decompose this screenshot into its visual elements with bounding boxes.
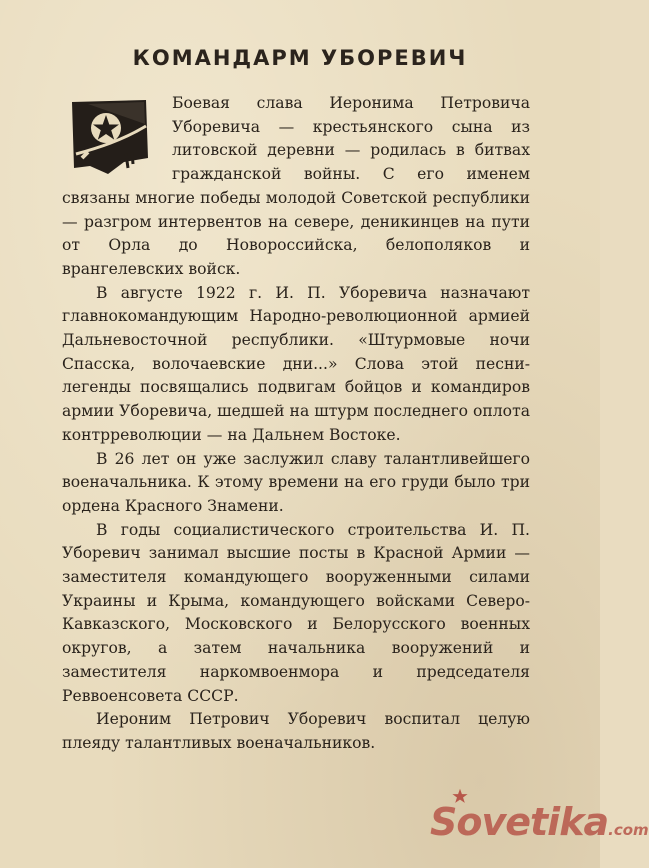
page-title: КОМАНДАРМ УБОРЕВИЧ bbox=[132, 46, 468, 70]
paragraph-1: Боевая слава Иеронима Петровича Уборевича — крестьянского сына из литовской деревни — родилась в битвах гражданской войны. С его именем связаны многие победы молодой Советской республики — разгром интервентов на севере, деникинцев на пути от Орла до Новороссийска, белополяков и врангелевских войск. bbox=[62, 94, 530, 278]
sovetika-watermark bbox=[430, 800, 649, 844]
paragraph-2: В августе 1922 г. И. П. Уборевича назначают главнокомандующим Народно-революционной армией Дальневосточной республики. «Штурмовые ночи Спасска, волочаевские дни...» Слова этой песни-легенды посвящались подвигам бойцов и командиров армии Уборевича, шедшей на штурм последнего оплота контрреволюции — на Дальнем Востоке. bbox=[62, 283, 530, 444]
watermark-suffix: .com bbox=[608, 821, 649, 839]
watermark-main: Sovetika bbox=[430, 800, 609, 844]
article-body bbox=[62, 92, 530, 756]
paragraph-4: В годы социалистического строительства И. П. Уборевич занимал высшие посты в Красной Армии — заместителя командующего вооруженными силами Украины и Крыма, командующего войсками Северо-Кавказского, Московского и Белорусского военных округов, а затем начальника вооружений и заместителя наркомвоенмора и председателя Реввоенсовета СССР. bbox=[62, 520, 530, 705]
paragraph-5: Иероним Петрович Уборевич воспитал целую плеяду талантливых военачальников. bbox=[62, 710, 530, 752]
emblem-space bbox=[62, 92, 172, 182]
paragraph-3: В 26 лет он уже заслужил славу талантливейшего военачальника. К этому времени на его груди было три ордена Красного Знамени. bbox=[62, 449, 530, 515]
